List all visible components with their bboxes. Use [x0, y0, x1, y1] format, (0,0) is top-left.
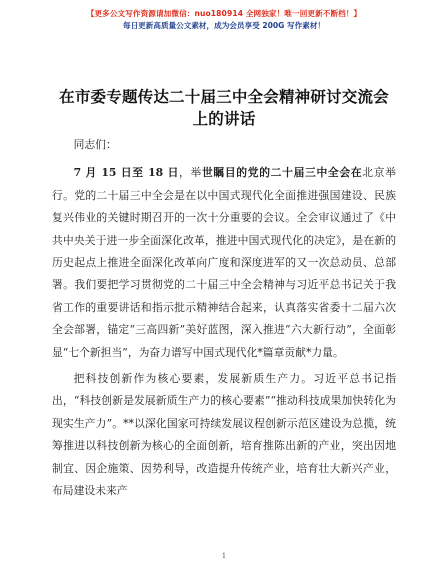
paragraph-1-text: 北京举行。党的二十届三中全会是在以中国式现代化全面推进强国建设、民族复兴伟业的关键时期召开的一次十分重要的会议。全会审议通过了《中共中央关于进一步全面深化改革，推进中国式现代化的决定》，是在新的历史起点上推进全面深化改革向广度和深度进军的又一次总动员、总部署。我们要把学习贯彻党的二十届三中全会精神与习近平总书记关于我省工作的重要讲话和指示批示精神结合起来，认真落实省委十二届六次全会部署，锚定“三高四新”美好蓝图，深入推进“六大新行动”，全面彰显“七个新担当”，为奋力谱写中国式现代化*篇章贡献*力量。: [52, 166, 396, 359]
promo-line-1: 【更多公文写作资源请加微信：nuo180914 全网独家！唯一回更新不断档！】: [86, 9, 362, 18]
promo-line-2: 每日更新高质量公文素材，成为会员享受 200G 写作素材！: [122, 21, 326, 30]
paragraph-1-lead: 世瞩目的党的二十届三中全会在: [201, 166, 363, 180]
page-number: 1: [221, 552, 227, 560]
paragraph-1-date: 7 月 15 日至 18 日: [73, 166, 180, 180]
document-title: 在市委专题传达二十届三中全会精神研讨交流会上的讲话: [59, 88, 389, 128]
paragraph-1-mid: ，举: [179, 166, 202, 180]
promo-banner: [0, 8, 448, 32]
document-body: [52, 134, 396, 507]
paragraph-1: [52, 162, 396, 364]
paragraph-2: 把科技创新作为核心要素，发展新质生产力。习近平总书记指出，“科技创新是发展新质生产力的核心要素”“推动科技成果加快转化为现实生产力”。**以深化国家可持续发展议程创新示范区建设为总揽，统筹推进以科技创新为核心的全面创新，培育推陈出新的产业，突出因地制宜、因企施策、因势利导，改造提升传统产业，培育壮大新兴产业，布局建设未来产: [52, 372, 396, 498]
salutation: 同志们：: [73, 138, 117, 151]
